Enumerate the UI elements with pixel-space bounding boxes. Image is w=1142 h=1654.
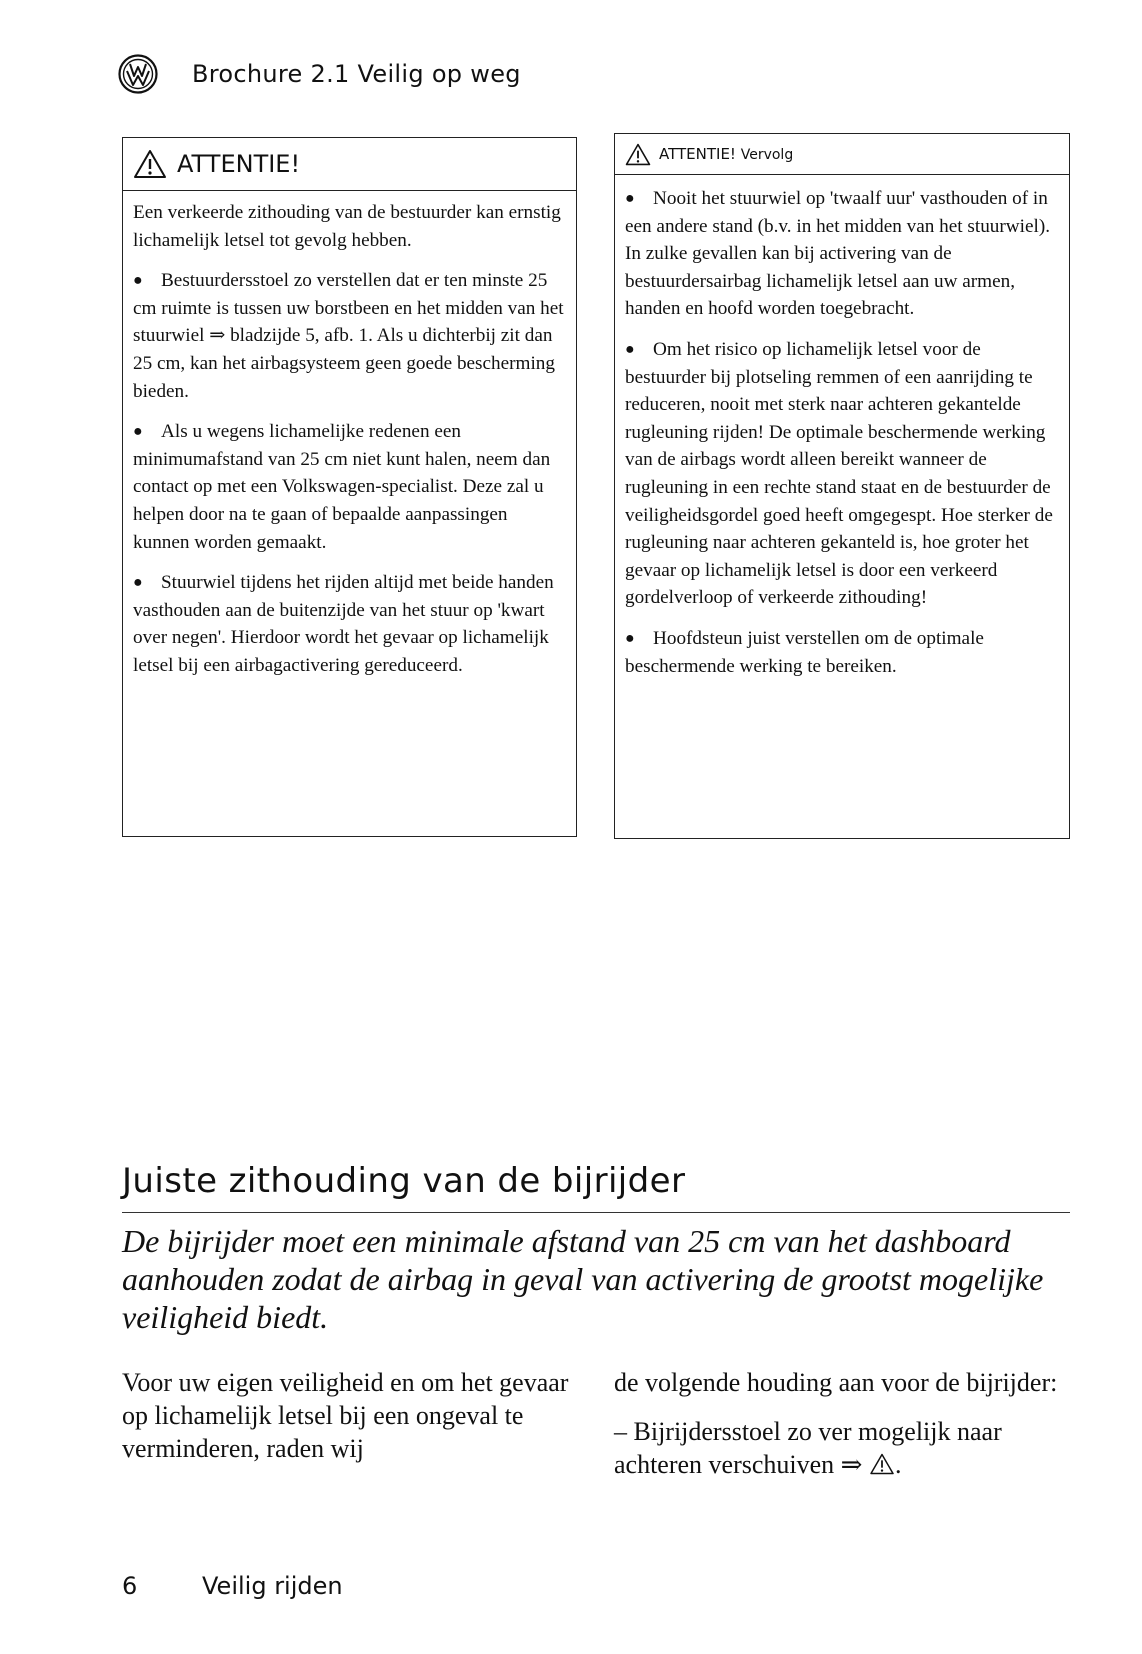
bullet-icon: ● bbox=[625, 190, 635, 207]
list-item bbox=[614, 1415, 1070, 1481]
bullet-icon: ● bbox=[625, 340, 635, 358]
page-footer bbox=[122, 1572, 343, 1600]
bullet-text: Om het risico op lichamelijk letsel voor de bestuurder bij plotseling remmen of een aanrijding te reduceren, nooit met sterk naar achteren gekantelde rugleuning rijden! De optimale beschermende werking van de airbags wordt alleen bereikt wanneer de rugleuning in een rechte stand staat en de bestuurder de veiligheidsgordel goed heeft omgegespt. Hoe sterker de rugleuning naar achteren gekanteld is, hoe groter het gevaar op lichamelijk letsel is door een verkeerd gordelverloop of verkeerde zithouding! bbox=[625, 338, 1053, 609]
warning-body bbox=[123, 191, 576, 680]
bullet-text: Als u wegens lichamelijke redenen een minimumafstand van 25 cm niet kunt halen, neem dan contact op met een Volkswagen-specialist. Deze zal u helpen door na te gaan of bepaalde aanpassingen kunnen worden gemaakt. bbox=[133, 421, 551, 553]
warning-title: ATTENTIE! bbox=[177, 150, 301, 178]
warning-body bbox=[615, 175, 1069, 680]
warning-bullet bbox=[133, 267, 566, 405]
vw-logo bbox=[118, 54, 158, 94]
warning-bullet bbox=[625, 336, 1059, 612]
warning-box-header bbox=[123, 138, 576, 191]
bullet-icon: ● bbox=[133, 272, 143, 290]
bullet-text: Bestuurdersstoel zo verstellen dat er ten minste 25 cm ruimte is tussen uw borstbeen en het midden van het stuurwiel ⇒ bladzijde 5, afb. 1. Als u dichterbij zit dan 25 cm, kan het airbagsysteem geen goede bescherming bieden. bbox=[133, 270, 564, 402]
warning-triangle-icon bbox=[133, 149, 167, 179]
warning-triangle-icon bbox=[625, 143, 651, 166]
section-divider bbox=[122, 1212, 1070, 1213]
warning-title-text: ATTENTIE! bbox=[659, 145, 736, 163]
warning-title-suffix: Vervolg bbox=[740, 147, 794, 163]
list-item-text: – Bijrijdersstoel zo ver mogelijk naar achteren verschuiven ⇒ bbox=[614, 1417, 1002, 1479]
header-title: Brochure 2.1 Veilig op weg bbox=[192, 60, 521, 88]
section-title: Juiste zithouding van de bijrijder bbox=[122, 1161, 686, 1201]
list-item-end: . bbox=[894, 1450, 902, 1479]
body-text: de volgende houding aan voor de bijrijder: bbox=[614, 1368, 1058, 1397]
warning-box bbox=[122, 137, 577, 837]
warning-triangle-icon bbox=[869, 1453, 895, 1475]
warning-bullet bbox=[625, 185, 1059, 323]
bullet-text: Hoofdsteun juist verstellen om de optimale beschermende werking te bereiken. bbox=[625, 627, 984, 677]
body-column-right bbox=[614, 1366, 1070, 1481]
bullet-text: Nooit het stuurwiel op 'twaalf uur' vasthouden of in een andere stand (b.v. in het midden van het stuurwiel). In zulke gevallen kan bij activering van de bestuurdersairbag lichamelijk letsel aan uw armen, handen en hoofd worden toegebracht. bbox=[625, 188, 1051, 320]
warning-box-header bbox=[615, 134, 1069, 175]
warning-bullet bbox=[625, 625, 1059, 680]
warning-box-continued bbox=[614, 133, 1070, 839]
chapter-title: Veilig rijden bbox=[202, 1572, 343, 1600]
section-intro: De bijrijder moet een minimale afstand van 25 cm van het dashboard aanhouden zodat de airbag in geval van activering de grootst mogelijke veiligheid biedt. bbox=[122, 1223, 1044, 1335]
warning-intro: Een verkeerde zithouding van de bestuurder kan ernstig lichamelijk letsel tot gevolg hebben. bbox=[133, 202, 561, 251]
bullet-icon: ● bbox=[133, 574, 143, 592]
body-column-left: Voor uw eigen veiligheid en om het gevaar op lichamelijk letsel bij een ongeval te verminderen, raden wij bbox=[122, 1368, 569, 1463]
bullet-text: Stuurwiel tijdens het rijden altijd met beide handen vasthouden aan de buitenzijde van het stuur op 'kwart over negen'. Hierdoor wordt het gevaar op lichamelijk letsel bij een airbagactivering gereduceerd. bbox=[133, 572, 554, 676]
page-number: 6 bbox=[122, 1572, 138, 1600]
warning-bullet bbox=[133, 569, 566, 679]
bullet-icon: ● bbox=[625, 629, 635, 647]
page-header bbox=[118, 52, 521, 96]
warning-title bbox=[659, 145, 793, 163]
bullet-icon: ● bbox=[133, 423, 143, 441]
warning-bullet bbox=[133, 418, 566, 556]
